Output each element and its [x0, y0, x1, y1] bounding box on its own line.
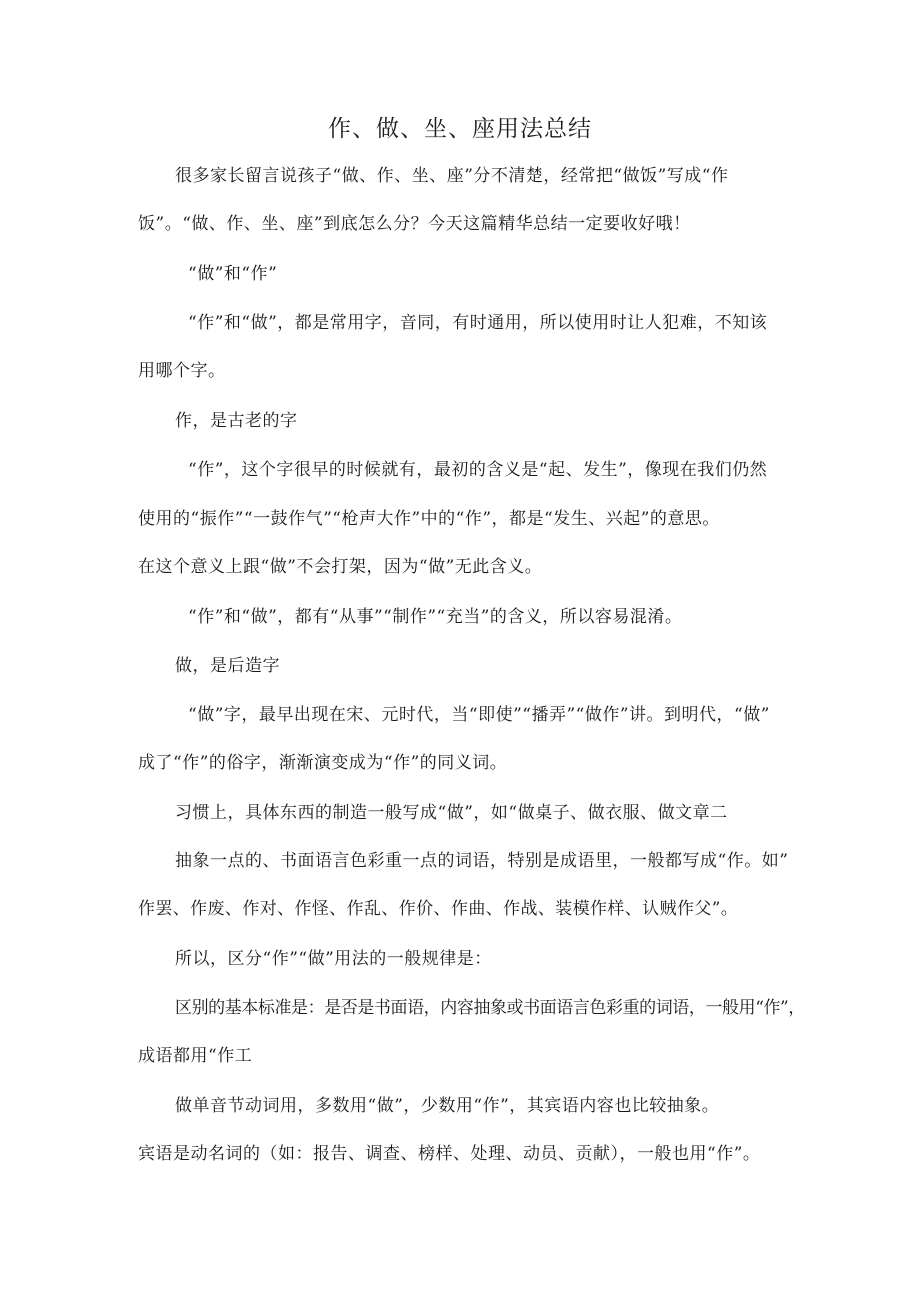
body-line-5: 用哪个字。: [138, 361, 226, 381]
body-line-9: 在这个意义上跟“做”不会打架，因为“做”无此含义。: [138, 557, 543, 577]
body-line-12: “做”字，最早出现在宋、元时代，当“即使”“播弄”“做作”讲。到明代，“做”: [188, 705, 770, 725]
body-line-17: 所以，区分“作”“做”用法的一般规律是：: [175, 949, 492, 969]
body-line-18: 区别的基本标准是：是否是书面语，内容抽象或书面语言色彩重的词语，一般用“作”，: [175, 998, 805, 1018]
body-line-7: “作”，这个字很早的时候就有，最初的含义是“起、发生”，像现在我们仍然: [188, 460, 768, 480]
body-line-16: 作罢、作废、作对、作怪、作乱、作价、作曲、作战、装模作样、认贼作父”。: [138, 899, 739, 919]
section-heading-zuo-old: 作，是古老的字: [175, 411, 298, 431]
body-line-8: 使用的“振作”“一鼓作气”“枪声大作”中的“作”，都是“发生、兴起”的意思。: [138, 509, 720, 529]
body-line-4: “作”和“做”，都是常用字，音同，有时通用，所以使用时让人犯难，不知该: [188, 313, 768, 333]
body-line-13: 成了“作”的俗字，渐渐演变成为“作”的同义词。: [138, 753, 508, 773]
section-heading-zuo-new: 做，是后造字: [175, 656, 280, 676]
body-line-15: 抽象一点的、书面语言色彩重一点的词语，特别是成语里，一般都写成“作。如”: [175, 851, 789, 871]
body-line-20: 做单音节动词用，多数用“做”，少数用“作”，其宾语内容也比较抽象。: [175, 1096, 720, 1116]
body-line-1: 很多家长留言说孩子“做、作、坐、座”分不清楚，经常把“做饭”写成“作: [175, 166, 729, 186]
body-line-10: “作”和“做”，都有“从事”“制作”“充当”的含义，所以容易混淆。: [188, 607, 683, 627]
body-line-14: 习惯上，具体东西的制造一般写成“做”，如“做桌子、做衣服、做文章二: [175, 803, 728, 823]
body-line-19: 成语都用“作工: [138, 1046, 253, 1066]
section-heading-zuo-he-zuo: “做”和“作”: [188, 264, 278, 284]
body-line-2: 饭”。“做、作、坐、座”到底怎么分？今天这篇精华总结一定要收好哦！: [138, 214, 691, 234]
body-line-21: 宾语是动名词的（如：报告、调查、榜样、处理、动员、贡献），一般也用“作”。: [138, 1144, 761, 1164]
page-title: 作、做、坐、座用法总结: [328, 116, 592, 142]
